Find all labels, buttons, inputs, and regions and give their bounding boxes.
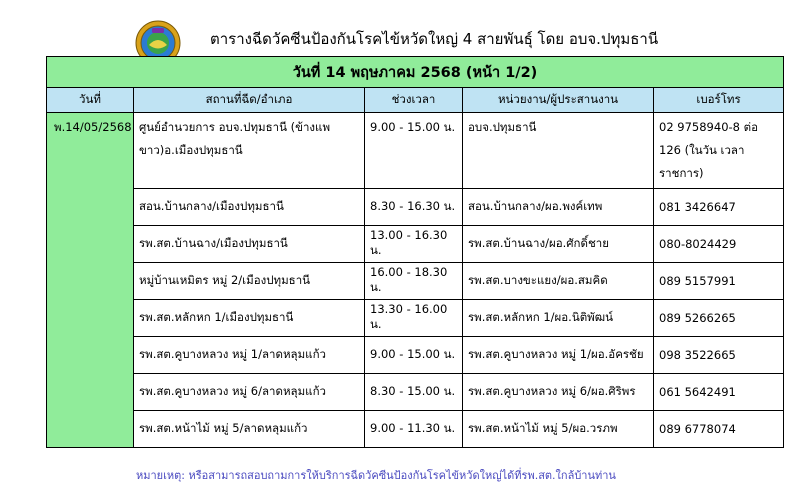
- place-cell: สอน.บ้านกลาง/เมืองปทุมธานี: [134, 189, 365, 226]
- page-header: [0, 0, 798, 56]
- org-cell: รพ.สต.บางขะแยง/ผอ.สมคิด: [463, 263, 654, 300]
- place-cell: หมู่บ้านเหมิตร หมู่ 2/เมืองปทุมธานี: [134, 263, 365, 300]
- table-row: [47, 337, 784, 374]
- phone-cell: 061 5642491: [654, 374, 784, 411]
- time-cell: 16.00 - 18.30 น.: [365, 263, 463, 300]
- date-band-row: [47, 57, 784, 88]
- time-cell: 13.00 - 16.30 น.: [365, 226, 463, 263]
- phone-cell: 089 5266265: [654, 300, 784, 337]
- place-cell: รพ.สต.คูบางหลวง หมู่ 1/ลาดหลุมแก้ว: [134, 337, 365, 374]
- date-cell: พ.14/05/2568: [47, 113, 134, 448]
- org-cell: รพ.สต.คูบางหลวง หมู่ 6/ผอ.ศิริพร: [463, 374, 654, 411]
- footnote: หมายเหตุ: หรือสามารถสอบถามการให้บริการฉีดวัคซีนป้องกันโรคไข้หวัดใหญ่ได้ที่รพ.สต.ใกล้บ้านท่าน: [136, 469, 616, 482]
- time-cell: 9.00 - 15.00 น.: [365, 113, 463, 189]
- schedule-table: [46, 56, 784, 448]
- table-row: [47, 263, 784, 300]
- org-cell: อบจ.ปทุมธานี: [463, 113, 654, 189]
- phone-cell: 098 3522665: [654, 337, 784, 374]
- place-cell: รพ.สต.หลักหก 1/เมืองปทุมธานี: [134, 300, 365, 337]
- table-row: [47, 411, 784, 448]
- phone-cell: 02 9758940-8 ต่อ 126 (ในวัน เวลาราชการ): [654, 113, 784, 189]
- phone-cell: 080-8024429: [654, 226, 784, 263]
- time-cell: 9.00 - 15.00 น.: [365, 337, 463, 374]
- column-header: สถานที่ฉีด/อำเภอ: [134, 88, 365, 113]
- org-cell: สอน.บ้านกลาง/ผอ.พงค์เทพ: [463, 189, 654, 226]
- time-cell: 8.30 - 16.30 น.: [365, 189, 463, 226]
- page-title: ตารางฉีดวัคซีนป้องกันโรคไข้หวัดใหญ่ 4 สายพันธุ์ โดย อบจ.ปทุมธานี: [210, 30, 659, 48]
- phone-cell: 081 3426647: [654, 189, 784, 226]
- column-header: เบอร์โทร: [654, 88, 784, 113]
- date-band: วันที่ 14 พฤษภาคม 2568 (หน้า 1/2): [47, 57, 784, 88]
- column-header: หน่วยงาน/ผู้ประสานงาน: [463, 88, 654, 113]
- org-cell: รพ.สต.หลักหก 1/ผอ.นิติพัฒน์: [463, 300, 654, 337]
- org-cell: รพ.สต.หน้าไม้ หมู่ 5/ผอ.วรภพ: [463, 411, 654, 448]
- column-header: ช่วงเวลา: [365, 88, 463, 113]
- header-row: [47, 88, 784, 113]
- phone-cell: 089 6778074: [654, 411, 784, 448]
- time-cell: 13.30 - 16.00 น.: [365, 300, 463, 337]
- table-row: [47, 226, 784, 263]
- place-cell: รพ.สต.คูบางหลวง หมู่ 6/ลาดหลุมแก้ว: [134, 374, 365, 411]
- place-cell: รพ.สต.หน้าไม้ หมู่ 5/ลาดหลุมแก้ว: [134, 411, 365, 448]
- table-row: [47, 300, 784, 337]
- place-cell: ศูนย์อำนวยการ อบจ.ปทุมธานี (ข้างแพขาว)อ.เมืองปทุมธานี: [134, 113, 365, 189]
- table-row: [47, 113, 784, 189]
- place-cell: รพ.สต.บ้านฉาง/เมืองปทุมธานี: [134, 226, 365, 263]
- org-cell: รพ.สต.บ้านฉาง/ผอ.ศักดิ์ชาย: [463, 226, 654, 263]
- time-cell: 8.30 - 15.00 น.: [365, 374, 463, 411]
- org-cell: รพ.สต.คูบางหลวง หมู่ 1/ผอ.อัครชัย: [463, 337, 654, 374]
- table-row: [47, 374, 784, 411]
- column-header: วันที่: [47, 88, 134, 113]
- phone-cell: 089 5157991: [654, 263, 784, 300]
- table-row: [47, 189, 784, 226]
- time-cell: 9.00 - 11.30 น.: [365, 411, 463, 448]
